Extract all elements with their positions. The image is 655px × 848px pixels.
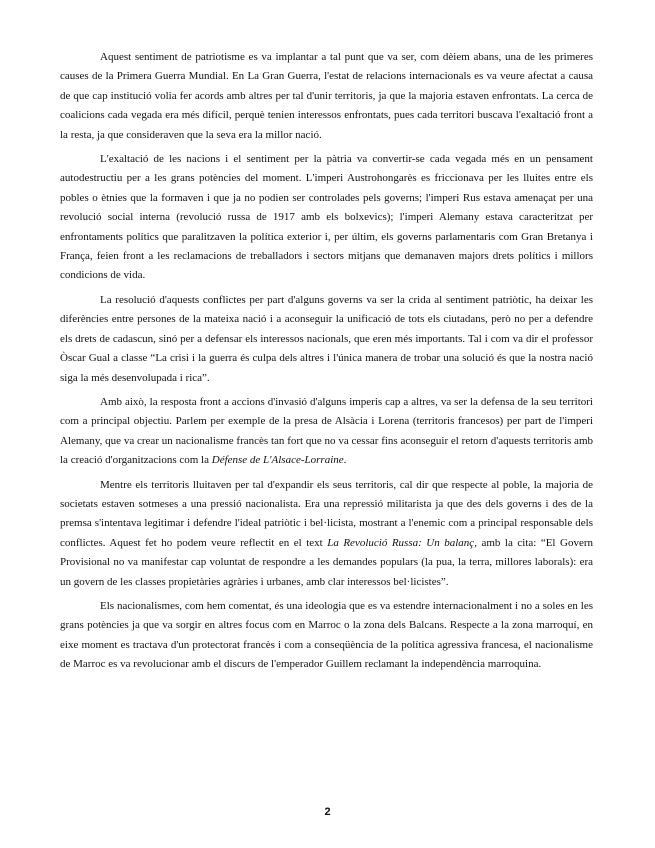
organization-title: Défense de L'Alsace-Lorraine <box>211 454 344 467</box>
cited-work-title: La Revolució Russa: Un balanç, <box>327 536 477 549</box>
paragraph-4-text: Amb això, la resposta front a accions d'invasió d'alguns imperis cap a altres, va ser la defensa de la seu territori com a principal objectiu. Parlem per exemple de la presa de Alsàcia i Lorena (territoris francesos) per part de l'imperi Alemany, que va crear un nacionalisme francès tan fort que no va cessar fins aconseguir el retorn d'aquests territoris amb la creació d'organitzacions com la <box>60 395 593 467</box>
paragraph-5-quote: amb la cita: “El Govern Provisional no va manifestar cap voluntat de respondre a les demandes populars (la pua, la terra, millores laborals): era un govern de les classes propietàries agràries i urbanes, amb clar interessos bel·licistes”. <box>60 536 593 588</box>
paragraph-3: La resolució d'aquests conflictes per part d'alguns governs va ser la crida al sentiment patriòtic, ha deixar les diferències entre persones de la mateixa nació i a aconseguir la unificació de tots els ciutadans, però no per a defendre els drets de cadascun, sinó per a defensar els interessos nacionals, que eren més importants. Tal i com va dir el professor Òscar Gual a classe “La crisi i la guerra és culpa dels altres i l'única manera de trobar una solució és que la nostra nació siga la més desenvolupada i rica”. <box>60 293 593 384</box>
paragraph-5-text: Mentre els territoris lluitaven per tal d'expandir els seus territoris, cal dir que respecte al poble, la majoria de societats estaven sotmeses a una pressió nacionalista. Era una repressió militarista ja que des dels governs i des de la premsa s'intentava legitimar i defendre l'ideal patriòtic i bel·licista, mostrant a l'enemic com a principal responsable dels conflictes. Aquest fet ho podem veure reflectit en el text <box>60 478 593 549</box>
page-number: 2 <box>324 806 331 818</box>
document-body <box>60 48 593 680</box>
paragraph-2: L'exaltació de les nacions i el sentiment per la pàtria va convertir-se cada vegada més en un pensament autodestructiu per a les grans potències del moment. L'imperi Austrohongarès es friccionava per les lluites entre els pobles o ètnies que la formaven i que ja no podien ser controlades pels governs; l'imperi Rus estava amenaçat per una revolució social interna (revolució russa de 1917 amb els bolxevics); l'imperi Alemany estava caracteritzat per enfrontaments polítics que paralitzaven la política exterior i, per últim, els governs parlamentaris com Gran Bretanya i França, feien front a les reclamacions de treballadors i sectors mitjans que demanaven majors drets polítics i millors condicions de vida. <box>60 153 593 282</box>
paragraph-4 <box>60 393 593 471</box>
paragraph-6: Els nacionalismes, com hem comentat, és una ideologia que es va estendre internacionalment i no a soles en les grans potències ja que va sorgir en altres focus com en Marroc o la zona dels Balcans. Respecte a la zona marroquí, en eixe moment es tractava d'un protectorat francès i com a conseqüència de la política agressiva francesa, el nacionalisme de Marroc es va revolucionar amb el discurs de l'emperador Guillem reclamant la independència marroquina. <box>60 599 593 671</box>
paragraph-4-end: . <box>343 454 347 467</box>
paragraph-5 <box>60 476 593 592</box>
paragraph-1: Aquest sentiment de patriotisme es va implantar a tal punt que va ser, com dèiem abans, una de les primeres causes de la Primera Guerra Mundial. En La Gran Guerra, l'estat de relacions internacionals es va veure afectat a causa de que cap institució volia fer acords amb altres per tal d'unir territoris, ja que la majoria estaven enfrontats. La cerca de coalicions cada vegada era més difícil, perquè tenien interessos enfrontats, pues cada territori buscava l'exaltació front a la resta, ja que consideraven que la seva era la millor nació. <box>60 51 593 141</box>
